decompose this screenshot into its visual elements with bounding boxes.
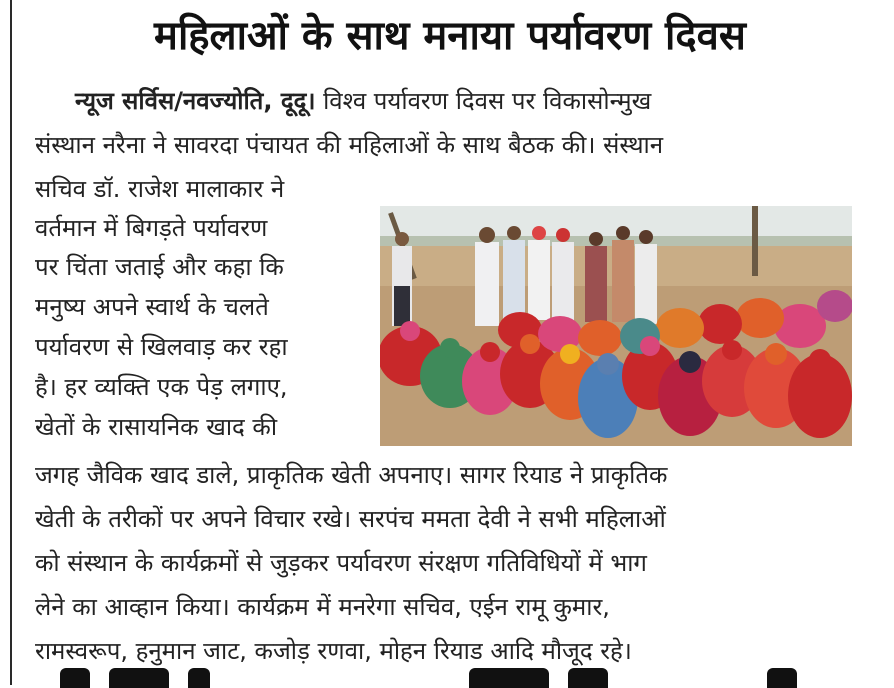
article-line-10: जगह जैविक खाद डाले, प्राकृतिक खेती अपनाए। सागर रियाड ने प्राकृतिक — [35, 461, 668, 489]
article-line-4: वर्तमान में बिगड़ते पर्यावरण — [35, 214, 268, 242]
byline: न्यूज सर्विस/नवज्योति, दूदू। — [75, 87, 316, 115]
article-text: विश्व पर्यावरण दिवस पर विकासोन्मुख — [323, 87, 652, 115]
article-line-9: खेतों के रासायनिक खाद की — [35, 413, 278, 441]
news-photo — [380, 206, 852, 446]
column-rule — [10, 0, 12, 685]
article-line-5: पर चिंता जताई और कहा कि — [35, 253, 284, 281]
article-line-1 — [35, 84, 894, 118]
article-line-7: पर्यावरण से खिलवाड़ कर रहा — [35, 333, 288, 361]
article-line-6: मनुष्य अपने स्वार्थ के चलते — [35, 293, 269, 321]
article-line-14: रामस्वरूप, हनुमान जाट, कजोड़ रणवा, मोहन रियाड आदि मौजूद रहे। — [35, 637, 632, 665]
article-line-8: है। हर व्यक्ति एक पेड़ लगाए, — [35, 373, 288, 401]
article-line-13: लेने का आव्हान किया। कार्यक्रम में मनरेगा सचिव, एईन रामू कुमार, — [35, 593, 610, 621]
headline: महिलाओं के साथ मनाया पर्यावरण दिवस — [154, 13, 746, 59]
article-line-11: खेती के तरीकों पर अपने विचार रखे। सरपंच ममता देवी ने सभी महिलाओं — [35, 505, 666, 533]
article-line-12: को संस्थान के कार्यक्रमों से जुड़कर पर्यावरण संरक्षण गतिविधियों में भाग — [35, 549, 647, 577]
article-line-2: संस्थान नरैना ने सावरदा पंचायत की महिलाओं के साथ बैठक की। संस्थान — [35, 131, 664, 159]
next-article-headline-fragment — [60, 668, 860, 688]
article-line-3: सचिव डॉ. राजेश मालाकार ने — [35, 175, 285, 203]
